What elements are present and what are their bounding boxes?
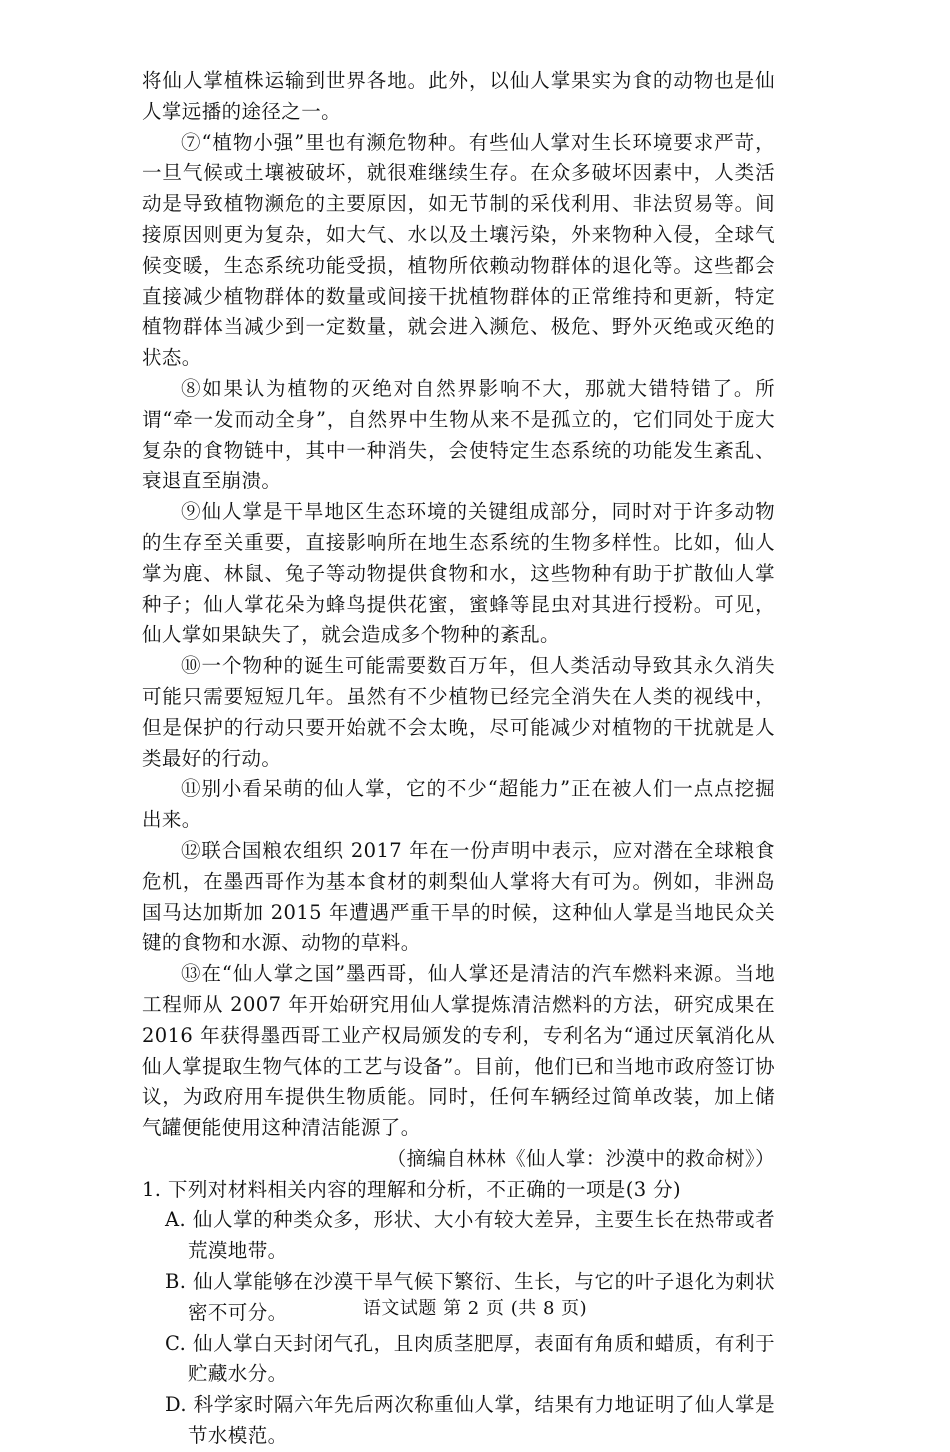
option-b: B. 仙人掌能够在沙漠干旱气候下繁衍、生长，与它的叶子退化为刺状密不可分。 [165, 1270, 775, 1324]
option-a: A. 仙人掌的种类众多，形状、大小有较大差异，主要生长在热带或者荒漠地带。 [165, 1208, 775, 1263]
source-citation: （摘编自林林《仙人掌：沙漠中的救命树》） [386, 1146, 775, 1170]
paragraph-12: ⑫联合国粮农组织 2017 年在一份声明中表示，应对潜在全球粮食危机，在墨西哥作为基本食材的刺梨仙人掌将大有可为。例如，非洲岛国马达加斯加 2015 年遭遇严重干旱的时候，这种仙人掌是当地民众关键的食物和水源、动物的草料。 [142, 838, 775, 955]
paragraph-9: ⑨仙人掌是干旱地区生态环境的关键组成部分，同时对于许多动物的生存至关重要，直接影响所在地生态系统的生物多样性。比如，仙人掌为鹿、林鼠、兔子等动物提供食物和水，这些物种有助于扩散仙人掌种子；仙人掌花朵为蜂鸟提供花蜜，蜜蜂等昆虫对其进行授粉。可见，仙人掌如果缺失了，就会造成多个物种的紊乱。 [142, 500, 775, 647]
paragraph-10: ⑩一个物种的诞生可能需要数百万年，但人类活动导致其永久消失可能只需要短短几年。虽然有不少植物已经完全消失在人类的视线中，但是保护的行动只要开始就不会太晚，尽可能减少对植物的干扰就是人类最好的行动。 [142, 654, 775, 770]
paragraph-13: ⑬在“仙人掌之国”墨西哥，仙人掌还是清洁的汽车燃料来源。当地工程师从 2007 年开始研究用仙人掌提炼清洁燃料的方法，研究成果在 2016 年获得墨西哥工业产权局颁发的专利，专利名为“通过厌氧消化从仙人掌提取生物气体的工艺与设备”。目前，他们已和当地市政府签订协议，为政府用车提供生物质能。同时，任何车辆经过简单改装，加上储气罐便能使用这种清洁能源了。 [142, 962, 775, 1140]
paragraph-continuation: 将仙人掌植株运输到世界各地。此外，以仙人掌果实为食的动物也是仙人掌远播的途径之一。 [142, 69, 775, 123]
paragraph-8: ⑧如果认为植物的灭绝对自然界影响不大，那就大错特错了。所谓“牵一发而动全身”，自然界中生物从来不是孤立的，它们同处于庞大复杂的食物链中，其中一种消失，会使特定生态系统的功能发生紊乱、衰退直至崩溃。 [142, 376, 775, 493]
passage-body [142, 66, 775, 1452]
paragraph-11: ⑪别小看呆萌的仙人掌，它的不少“超能力”正在被人们一点点挖掘出来。 [142, 777, 775, 832]
page-footer: 语文试题 第 2 页 (共 8 页) [362, 1298, 588, 1319]
paragraph-7: ⑦“植物小强”里也有濒危物种。有些仙人掌对生长环境要求严苛，一旦气候或土壤被破坏，就很难继续生存。在众多破坏因素中，人类活动是导致植物濒危的主要原因，如无节制的采伐利用、非法贸易等。间接原因则更为复杂，如大气、水以及土壤污染，外来物种入侵，全球气候变暖，生态系统功能受损，植物所依赖动物群体的退化等。这些都会直接减少植物群体的数量或间接干扰植物群体的正常维持和更新，特定植物群体当减少到一定数量，就会进入濒危、极危、野外灭绝或灭绝的状态。 [142, 130, 775, 370]
option-d: D. 科学家时隔六年先后两次称重仙人掌，结果有力地证明了仙人掌是节水模范。 [165, 1393, 775, 1448]
question-1-stem: 1. 下列对材料相关内容的理解和分析，不正确的一项是(3 分) [142, 1177, 682, 1201]
option-c: C. 仙人掌白天封闭气孔，且肉质茎肥厚，表面有角质和蜡质，有利于贮藏水分。 [165, 1331, 775, 1386]
